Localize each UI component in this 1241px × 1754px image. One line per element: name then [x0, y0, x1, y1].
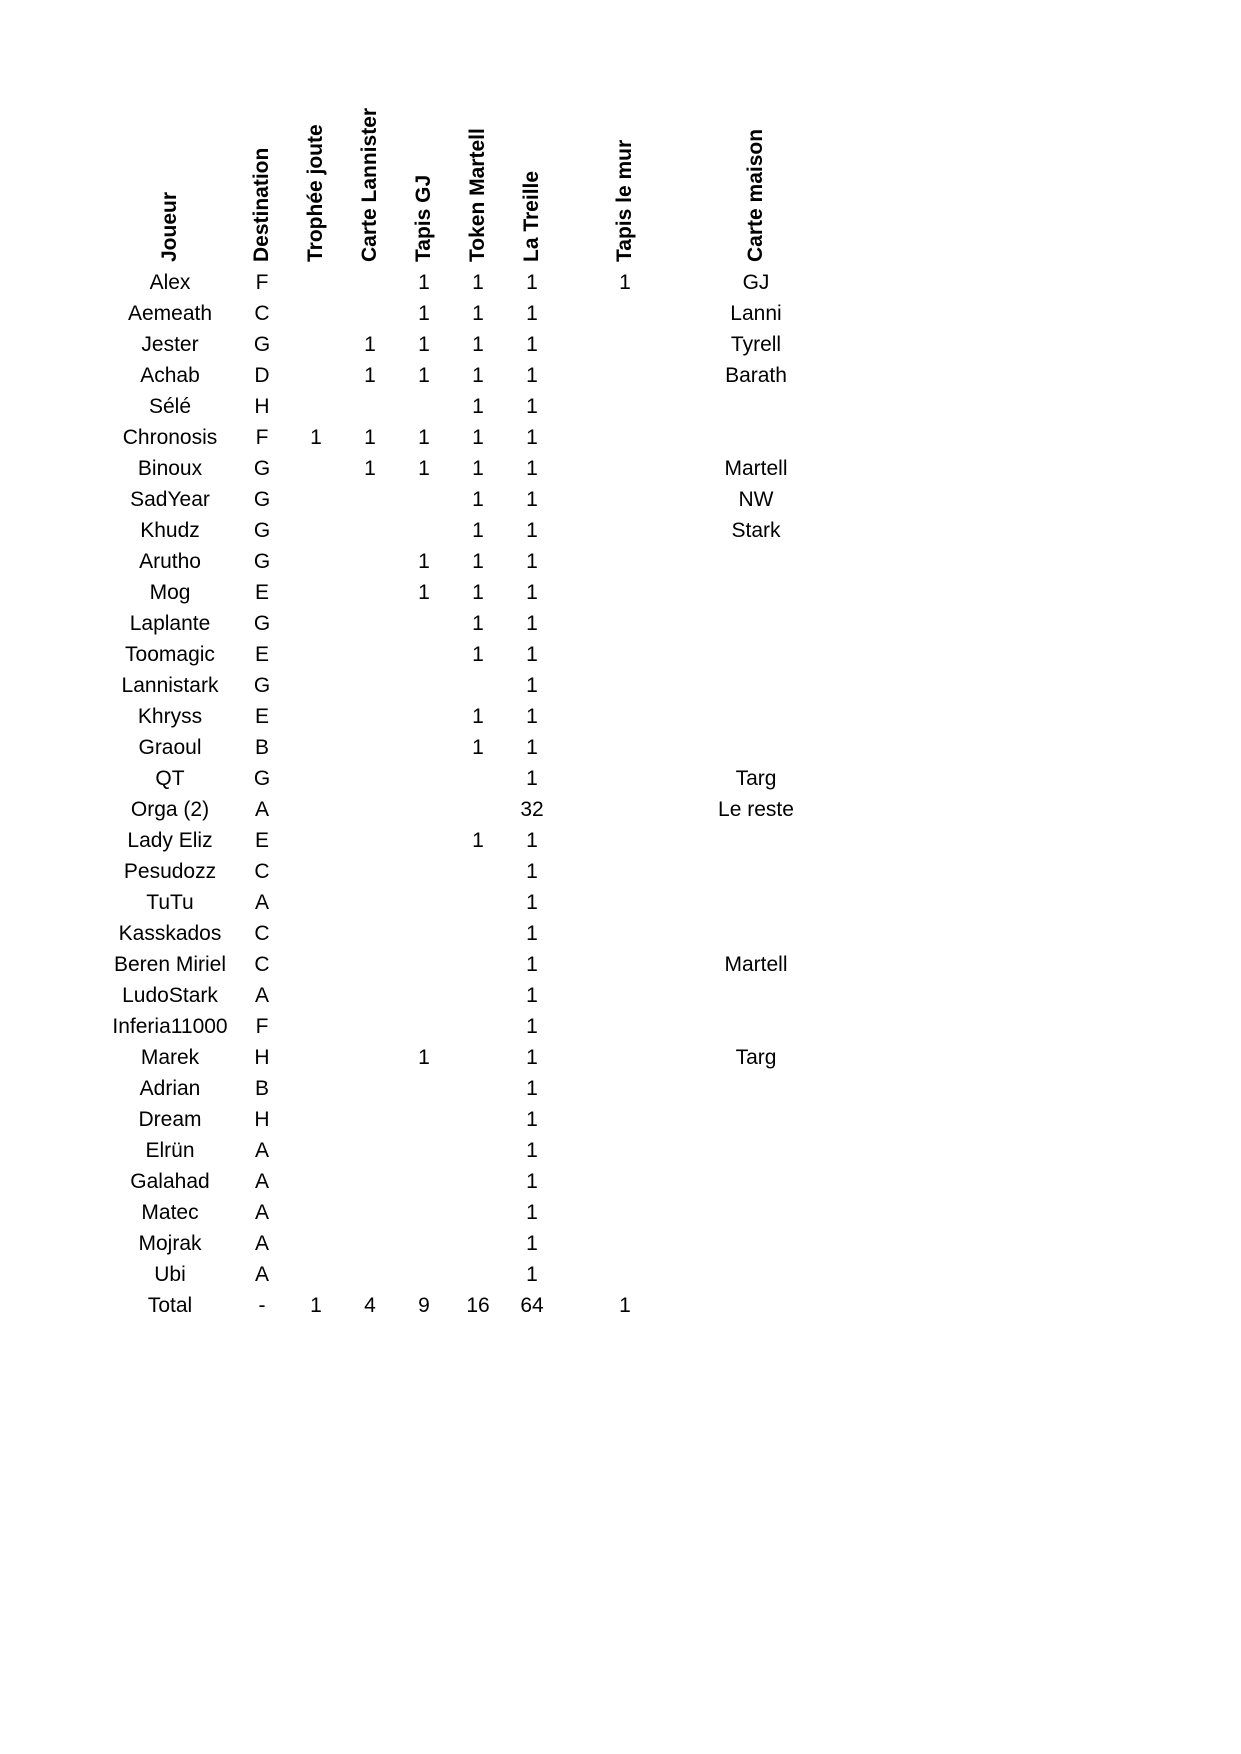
cell-joueur: Lady Eliz [127, 829, 213, 852]
cell-token: 1 [472, 302, 484, 325]
cell-treille: 1 [526, 705, 538, 728]
table-row [0, 577, 1241, 608]
cell-trophee: 1 [310, 426, 322, 449]
cell-treille: 1 [526, 488, 538, 511]
cell-tapis-gj: 1 [418, 426, 430, 449]
cell-joueur: Galahad [130, 1170, 210, 1193]
cell-joueur: Pesudozz [123, 860, 217, 883]
table-row [0, 298, 1241, 329]
cell-token: 1 [472, 271, 484, 294]
cell-lannister: 4 [364, 1294, 376, 1317]
cell-joueur: Arutho [139, 550, 201, 573]
cell-joueur: Alex [149, 271, 191, 294]
cell-destination: E [254, 581, 270, 604]
cell-tapis-gj: 1 [418, 302, 430, 325]
cell-joueur: Lannistark [121, 674, 219, 697]
table-row [0, 1011, 1241, 1042]
cell-token: 1 [472, 736, 484, 759]
cell-maison: Targ [735, 1046, 777, 1069]
cell-destination: F [255, 271, 269, 294]
cell-lannister: 1 [364, 364, 376, 387]
cell-joueur: Sélé [148, 395, 192, 418]
cell-token: 1 [472, 829, 484, 852]
cell-token: 1 [472, 488, 484, 511]
cell-joueur: Elrün [145, 1139, 195, 1162]
cell-destination: G [253, 612, 271, 635]
cell-joueur: Mojrak [138, 1232, 202, 1255]
cell-destination: G [253, 767, 271, 790]
cell-joueur: Jester [141, 333, 199, 356]
table-row [0, 1073, 1241, 1104]
cell-token: 1 [472, 643, 484, 666]
cell-treille: 1 [526, 1108, 538, 1131]
cell-treille: 1 [526, 426, 538, 449]
cell-treille: 1 [526, 457, 538, 480]
cell-token: 1 [472, 333, 484, 356]
cell-mur: 1 [619, 271, 631, 294]
cell-trophee: 1 [310, 1294, 322, 1317]
cell-destination: H [254, 1046, 270, 1069]
table-row [0, 1259, 1241, 1290]
cell-destination: C [254, 860, 270, 883]
cell-treille: 1 [526, 395, 538, 418]
cell-token: 1 [472, 457, 484, 480]
table-row [0, 825, 1241, 856]
table-row [0, 453, 1241, 484]
table-row [0, 608, 1241, 639]
cell-destination: A [254, 1263, 270, 1286]
cell-treille: 1 [526, 860, 538, 883]
cell-treille: 1 [526, 612, 538, 635]
cell-joueur: Laplante [129, 612, 211, 635]
cell-treille: 1 [526, 364, 538, 387]
cell-joueur: Marek [140, 1046, 200, 1069]
header-trophee-label: Trophée joute [304, 124, 327, 262]
cell-treille: 1 [526, 922, 538, 945]
cell-destination: B [254, 736, 270, 759]
table-row [0, 794, 1241, 825]
cell-joueur: Total [147, 1294, 193, 1317]
cell-destination: G [253, 550, 271, 573]
header-mur-label: Tapis le mur [613, 139, 636, 262]
cell-lannister: 1 [364, 333, 376, 356]
cell-treille: 1 [526, 302, 538, 325]
cell-treille: 1 [526, 1232, 538, 1255]
cell-joueur: Binoux [137, 457, 203, 480]
table-row [0, 1042, 1241, 1073]
cell-tapis-gj: 9 [418, 1294, 430, 1317]
cell-destination: H [254, 395, 270, 418]
cell-token: 1 [472, 426, 484, 449]
cell-token: 1 [472, 612, 484, 635]
cell-destination: A [254, 891, 270, 914]
header-tapis-gj-label: Tapis GJ [412, 174, 435, 262]
cell-joueur: Toomagic [125, 643, 215, 666]
cell-maison: NW [738, 488, 774, 511]
table-row [0, 1228, 1241, 1259]
table-row [0, 887, 1241, 918]
table-row [0, 949, 1241, 980]
cell-maison: Lanni [730, 302, 782, 325]
cell-treille: 1 [526, 984, 538, 1007]
cell-destination: F [255, 426, 269, 449]
cell-treille: 1 [526, 1201, 538, 1224]
cell-destination: G [253, 333, 271, 356]
cell-tapis-gj: 1 [418, 457, 430, 480]
cell-treille: 64 [520, 1294, 544, 1317]
cell-tapis-gj: 1 [418, 271, 430, 294]
cell-destination: E [254, 705, 270, 728]
cell-destination: A [254, 798, 270, 821]
cell-treille: 1 [526, 550, 538, 573]
cell-treille: 1 [526, 1046, 538, 1069]
table-row [0, 1166, 1241, 1197]
cell-destination: H [254, 1108, 270, 1131]
table-row [0, 360, 1241, 391]
table-row [0, 329, 1241, 360]
cell-treille: 1 [526, 1139, 538, 1162]
cell-treille: 1 [526, 953, 538, 976]
cell-joueur: LudoStark [122, 984, 218, 1007]
cell-treille: 32 [520, 798, 544, 821]
cell-token: 1 [472, 364, 484, 387]
cell-treille: 1 [526, 674, 538, 697]
cell-destination: A [254, 984, 270, 1007]
cell-destination: G [253, 674, 271, 697]
cell-joueur: Beren Miriel [113, 953, 227, 976]
cell-token: 1 [472, 519, 484, 542]
cell-destination: C [254, 922, 270, 945]
cell-maison: Martell [724, 953, 788, 976]
cell-joueur: TuTu [146, 891, 194, 914]
table-row [0, 546, 1241, 577]
cell-maison: Stark [731, 519, 781, 542]
header-joueur-label: Joueur [158, 191, 181, 262]
table-row [0, 670, 1241, 701]
table-row [0, 391, 1241, 422]
cell-joueur: Aemeath [127, 302, 213, 325]
cell-joueur: Dream [138, 1108, 202, 1131]
cell-mur: 1 [619, 1294, 631, 1317]
cell-lannister: 1 [364, 457, 376, 480]
cell-token: 1 [472, 581, 484, 604]
header-lannister-label: Carte Lannister [358, 107, 381, 262]
table-row [0, 422, 1241, 453]
cell-joueur: Achab [140, 364, 200, 387]
cell-joueur: Ubi [154, 1263, 186, 1286]
cell-tapis-gj: 1 [418, 550, 430, 573]
cell-maison: GJ [742, 271, 770, 294]
table-row [0, 918, 1241, 949]
cell-treille: 1 [526, 1263, 538, 1286]
cell-tapis-gj: 1 [418, 1046, 430, 1069]
cell-treille: 1 [526, 333, 538, 356]
cell-joueur: Adrian [139, 1077, 201, 1100]
cell-treille: 1 [526, 829, 538, 852]
cell-destination: C [254, 302, 270, 325]
header-destination-label: Destination [250, 147, 273, 262]
cell-joueur: Kasskados [118, 922, 222, 945]
table-row [0, 763, 1241, 794]
table-row [0, 701, 1241, 732]
table-row [0, 515, 1241, 546]
table-row [0, 639, 1241, 670]
cell-joueur: Chronosis [122, 426, 218, 449]
cell-token: 16 [466, 1294, 490, 1317]
cell-destination: A [254, 1201, 270, 1224]
cell-treille: 1 [526, 891, 538, 914]
table-row [0, 1104, 1241, 1135]
cell-treille: 1 [526, 519, 538, 542]
cell-maison: Barath [725, 364, 787, 387]
cell-destination: G [253, 519, 271, 542]
table-row [0, 980, 1241, 1011]
cell-token: 1 [472, 550, 484, 573]
cell-treille: 1 [526, 581, 538, 604]
table-row [0, 1290, 1241, 1321]
cell-destination: A [254, 1232, 270, 1255]
cell-maison: Martell [724, 457, 788, 480]
cell-destination: G [253, 488, 271, 511]
cell-treille: 1 [526, 1077, 538, 1100]
cell-treille: 1 [526, 767, 538, 790]
cell-token: 1 [472, 395, 484, 418]
cell-destination: E [254, 643, 270, 666]
header-treille-label: La Treille [520, 170, 543, 262]
cell-maison: Tyrell [730, 333, 782, 356]
cell-joueur: Khryss [137, 705, 203, 728]
table-row [0, 1135, 1241, 1166]
cell-destination: D [254, 364, 270, 387]
cell-treille: 1 [526, 736, 538, 759]
cell-destination: F [255, 1015, 269, 1038]
table-row [0, 267, 1241, 298]
cell-joueur: Matec [141, 1201, 199, 1224]
cell-joueur: Inferia11000 [112, 1015, 228, 1038]
cell-treille: 1 [526, 1170, 538, 1193]
header-maison-label: Carte maison [744, 128, 767, 262]
cell-joueur: Mog [149, 581, 191, 604]
cell-maison: Le reste [718, 798, 794, 821]
cell-joueur: QT [155, 767, 185, 790]
cell-destination: A [254, 1170, 270, 1193]
cell-treille: 1 [526, 643, 538, 666]
cell-joueur: SadYear [130, 488, 210, 511]
table-row [0, 856, 1241, 887]
cell-tapis-gj: 1 [418, 581, 430, 604]
cell-tapis-gj: 1 [418, 333, 430, 356]
cell-token: 1 [472, 705, 484, 728]
table-row [0, 1197, 1241, 1228]
cell-destination: A [254, 1139, 270, 1162]
table-row [0, 484, 1241, 515]
cell-joueur: Graoul [138, 736, 202, 759]
cell-joueur: Khudz [140, 519, 200, 542]
cell-destination: E [254, 829, 270, 852]
cell-joueur: Orga (2) [130, 798, 210, 821]
header-token-label: Token Martell [466, 128, 489, 262]
cell-maison: Targ [735, 767, 777, 790]
table-row [0, 732, 1241, 763]
cell-treille: 1 [526, 271, 538, 294]
cell-treille: 1 [526, 1015, 538, 1038]
cell-lannister: 1 [364, 426, 376, 449]
cell-destination: - [258, 1294, 266, 1317]
cell-destination: G [253, 457, 271, 480]
cell-destination: B [254, 1077, 270, 1100]
cell-tapis-gj: 1 [418, 364, 430, 387]
cell-destination: C [254, 953, 270, 976]
